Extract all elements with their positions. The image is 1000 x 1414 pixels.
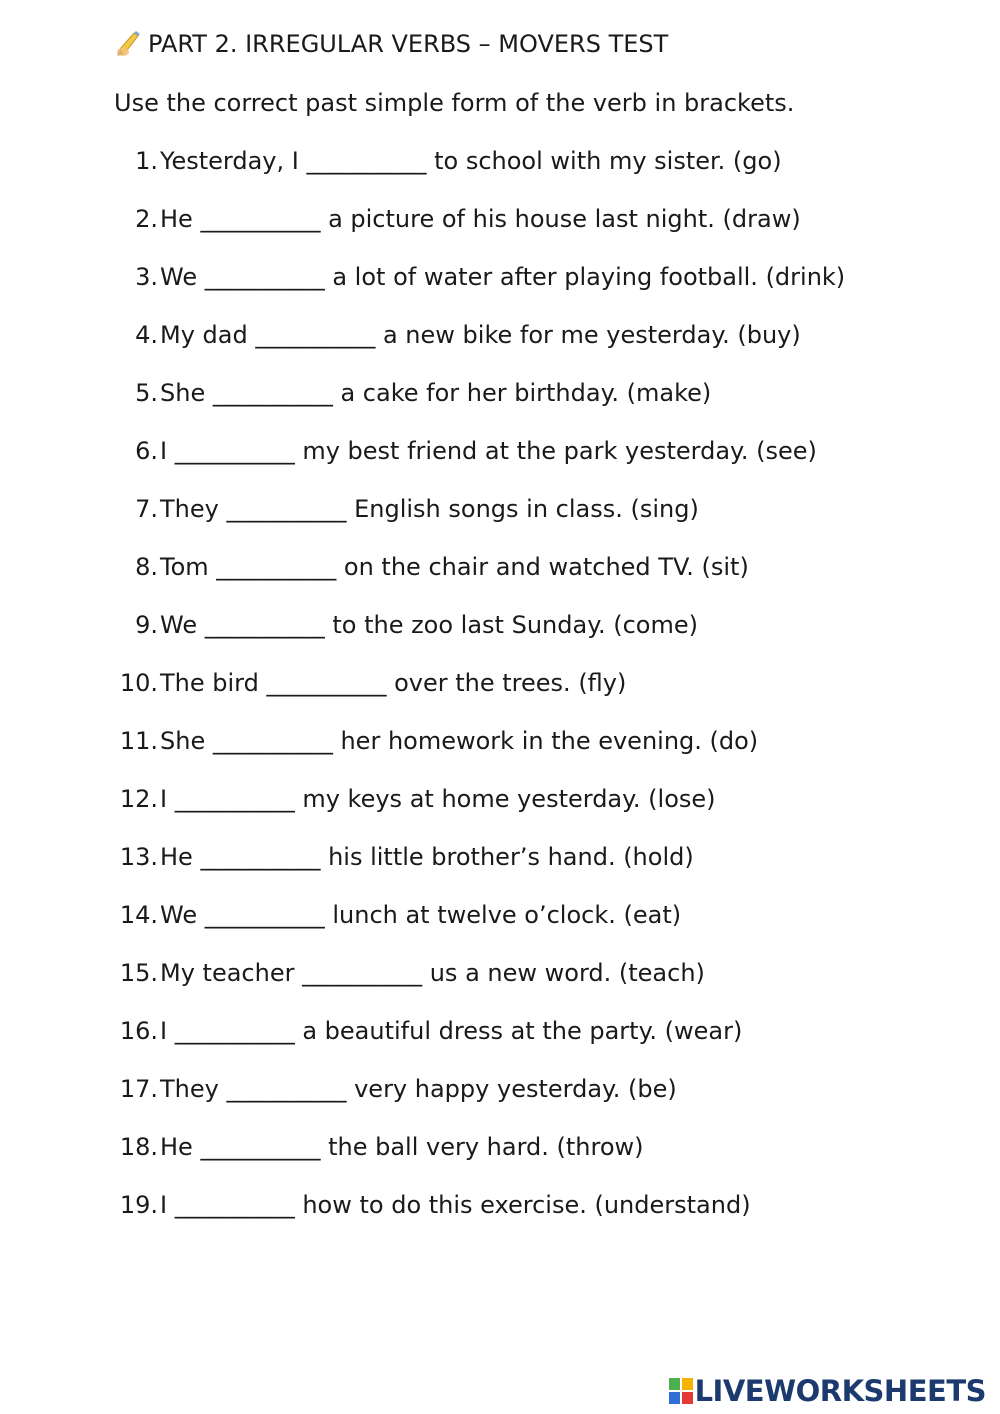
- question-number: 12.: [119, 785, 158, 813]
- question-text: I __________ my keys at home yesterday. (lose): [160, 785, 716, 813]
- question-item: [0, 495, 1000, 553]
- question-text: He __________ his little brother’s hand. (hold): [160, 843, 694, 871]
- question-item: [0, 379, 1000, 437]
- question-item: [0, 553, 1000, 611]
- question-number: 15.: [119, 959, 158, 987]
- question-text: She __________ her homework in the evening. (do): [160, 727, 759, 755]
- question-item: [0, 437, 1000, 495]
- question-number: 18.: [119, 1133, 158, 1161]
- question-number: 6.: [135, 437, 158, 465]
- question-text: I __________ a beautiful dress at the party. (wear): [160, 1017, 743, 1045]
- question-number: 14.: [119, 901, 158, 929]
- question-number: 10.: [119, 669, 158, 697]
- question-number: 7.: [135, 495, 158, 523]
- question-number: 9.: [135, 611, 158, 639]
- question-number: 13.: [119, 843, 158, 871]
- question-number: 2.: [135, 205, 158, 233]
- liveworksheets-logo-icon: [669, 1378, 693, 1404]
- question-text: The bird __________ over the trees. (fly): [160, 669, 627, 697]
- writing-hand-icon: [114, 30, 144, 58]
- question-item: [0, 263, 1000, 321]
- question-item: [0, 785, 1000, 843]
- question-item: [0, 611, 1000, 669]
- question-number: 1.: [135, 147, 158, 175]
- question-item: [0, 901, 1000, 959]
- question-number: 11.: [119, 727, 158, 755]
- question-item: [0, 727, 1000, 785]
- question-number: 19.: [119, 1191, 158, 1219]
- question-item: [0, 843, 1000, 901]
- logo-text: LIVEWORKSHEETS: [694, 1374, 986, 1408]
- instruction-text: Use the correct past simple form of the verb in brackets.: [114, 89, 795, 117]
- question-text: My teacher __________ us a new word. (teach): [160, 959, 705, 987]
- question-number: 17.: [119, 1075, 158, 1103]
- question-text: We __________ to the zoo last Sunday. (come): [160, 611, 698, 639]
- question-item: [0, 321, 1000, 379]
- question-item: [0, 669, 1000, 727]
- question-item: [0, 1133, 1000, 1191]
- question-item: [0, 147, 1000, 205]
- question-number: 16.: [119, 1017, 158, 1045]
- worksheet-title: [114, 30, 668, 58]
- question-item: [0, 1075, 1000, 1133]
- question-text: They __________ very happy yesterday. (be): [160, 1075, 677, 1103]
- question-text: We __________ lunch at twelve o’clock. (eat): [160, 901, 682, 929]
- question-text: He __________ the ball very hard. (throw): [160, 1133, 644, 1161]
- question-list: [0, 147, 1000, 1249]
- question-text: They __________ English songs in class. (sing): [160, 495, 699, 523]
- question-number: 3.: [135, 263, 158, 291]
- question-number: 8.: [135, 553, 158, 581]
- title-text: PART 2. IRREGULAR VERBS – MOVERS TEST: [148, 30, 669, 58]
- question-item: [0, 205, 1000, 263]
- question-text: I __________ my best friend at the park yesterday. (see): [160, 437, 817, 465]
- question-number: 4.: [135, 321, 158, 349]
- question-text: He __________ a picture of his house last night. (draw): [160, 205, 801, 233]
- question-text: My dad __________ a new bike for me yesterday. (buy): [160, 321, 801, 349]
- question-item: [0, 959, 1000, 1017]
- question-text: Tom __________ on the chair and watched TV. (sit): [160, 553, 749, 581]
- question-item: [0, 1017, 1000, 1075]
- question-number: 5.: [135, 379, 158, 407]
- question-text: Yesterday, I __________ to school with my sister. (go): [160, 147, 782, 175]
- question-text: She __________ a cake for her birthday. (make): [160, 379, 712, 407]
- question-text: We __________ a lot of water after playing football. (drink): [160, 263, 846, 291]
- question-text: I __________ how to do this exercise. (understand): [160, 1191, 751, 1219]
- question-item: [0, 1191, 1000, 1249]
- liveworksheets-logo: [669, 1374, 986, 1408]
